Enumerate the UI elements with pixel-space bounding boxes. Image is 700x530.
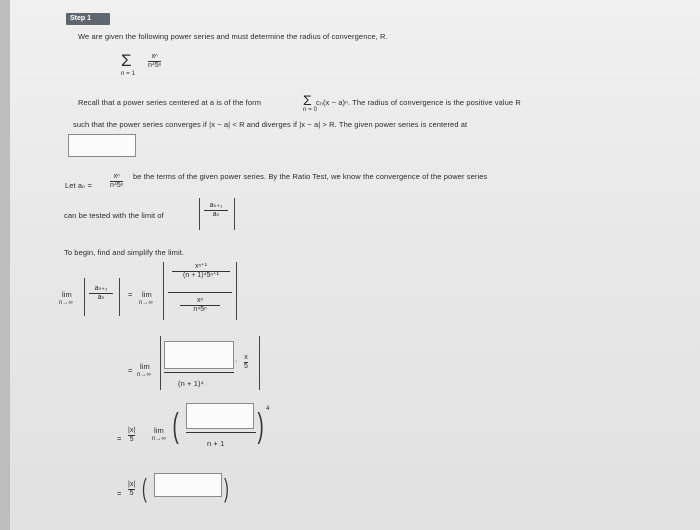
lim-3-sub: n→∞: [137, 372, 151, 378]
top-fraction-den: (n + 1)⁴5ⁿ⁺¹: [183, 272, 219, 279]
final-five: 5: [129, 490, 134, 497]
lim-1-sub: n→∞: [59, 300, 73, 306]
eq-4: =: [117, 489, 122, 498]
let-label: Let aₙ =: [65, 181, 92, 190]
eq-1: =: [128, 290, 133, 299]
step3-denominator: n + 1: [207, 439, 225, 448]
ratio-numerator: aₙ₊₁: [209, 202, 223, 209]
lim-1: lim: [62, 290, 72, 299]
lim-4-sub: n→∞: [152, 436, 166, 442]
step3-numerator-input[interactable]: [186, 403, 254, 429]
lim-4: lim: [154, 426, 164, 435]
step3-absx: |x|: [128, 427, 136, 434]
recall-text-1: Recall that a power series centered at a is of the form: [78, 98, 262, 107]
series-term: [148, 53, 161, 70]
lim-ratio-num: aₙ₊₁: [94, 285, 108, 292]
recall-lower-bound: n = 0: [303, 107, 318, 113]
let-denominator: n⁴5ⁿ: [110, 182, 124, 189]
recall-text-2: such that the power series converges if |x − a| < R and diverges if |x − a| > R. The given power series is centered at: [73, 120, 468, 129]
lim-ratio-fraction: [89, 285, 113, 302]
step2-x-over-5: [244, 354, 248, 371]
let-term: [110, 173, 123, 190]
ratio-denominator: aₙ: [212, 211, 220, 218]
final-right-paren: ): [223, 473, 229, 503]
lim-2: lim: [142, 290, 152, 299]
top-fraction: [172, 263, 230, 280]
eq-3: =: [117, 434, 122, 443]
final-left-paren: (: [141, 473, 147, 503]
step3-five: 5: [129, 436, 134, 443]
ratio-fraction: [204, 202, 228, 219]
series-sigma: Σ: [121, 51, 132, 70]
step-badge: Step 1: [66, 13, 110, 25]
let-numerator: xⁿ: [113, 173, 120, 180]
step3-fraction-bar: [186, 432, 256, 433]
final-absx: |x|: [128, 481, 136, 488]
begin-text: To begin, find and simplify the limit.: [64, 248, 185, 257]
step2-five: 5: [244, 363, 248, 370]
bottom-fraction: [180, 297, 220, 314]
step2-numerator-input[interactable]: [164, 341, 234, 369]
step2-dot: ·: [235, 356, 238, 365]
intro-text: We are given the following power series and must determine the radius of convergence, R.: [78, 32, 388, 41]
step2-denominator: (n + 1)⁴: [178, 379, 204, 388]
step3-exponent: 4: [266, 406, 270, 412]
step2-abs-right: [259, 336, 260, 390]
bottom-fraction-den: n⁴5ⁿ: [193, 306, 207, 313]
step3-left-paren: (: [172, 407, 179, 445]
step3-absx-over-5: [128, 427, 135, 444]
step2-fraction-bar: [164, 372, 234, 373]
bottom-fraction-num: xⁿ: [196, 297, 204, 304]
tested-text: can be tested with the limit of: [64, 211, 164, 220]
series-numerator: xⁿ: [151, 53, 158, 60]
lim-ratio-den: aₙ: [97, 294, 105, 301]
lim-3: lim: [140, 362, 150, 371]
eq-2: =: [128, 366, 133, 375]
series-lower-bound: n = 1: [121, 71, 136, 77]
top-fraction-num: xⁿ⁺¹: [194, 263, 208, 270]
lim-2-sub: n→∞: [139, 300, 153, 306]
page-edge: [0, 0, 10, 530]
center-answer-input[interactable]: [68, 134, 136, 157]
step2-abs-left: [160, 336, 161, 390]
let-description: be the terms of the given power series. By the Ratio Test, we know the convergence of the power series: [133, 172, 488, 181]
step2-x: x: [244, 354, 248, 361]
recall-sigma: Σ: [303, 92, 312, 108]
recall-general-term: cₙ(x − a)ⁿ. The radius of convergence is the positive value R: [316, 98, 521, 107]
step3-right-paren: ): [257, 407, 264, 445]
final-answer-input[interactable]: [154, 473, 222, 497]
final-absx-over-5: [128, 481, 135, 498]
main-fraction-bar: [168, 292, 232, 293]
series-denominator: n⁴5ⁿ: [148, 62, 162, 69]
